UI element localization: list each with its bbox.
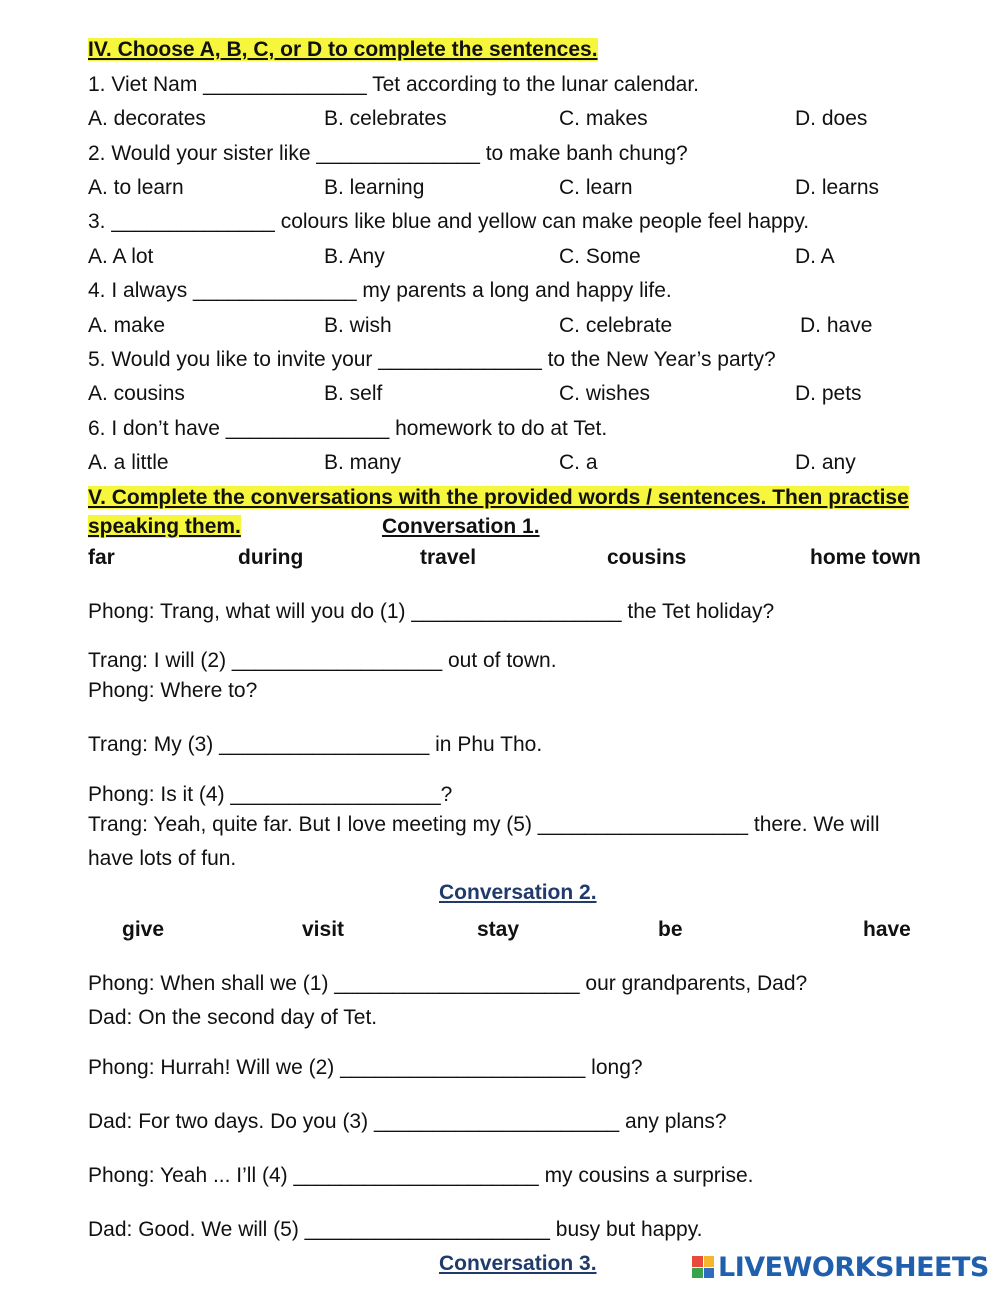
logo-icon [692, 1256, 714, 1278]
word-bank-1-item: cousins [607, 546, 687, 569]
conv1-line-1: Phong: Trang, what will you do (1) __________________ the Tet holiday? [88, 600, 775, 623]
conversation-2-title: Conversation 2. [439, 881, 597, 904]
word-bank-1-item: travel [420, 546, 477, 569]
option-4d[interactable]: D. have [800, 314, 873, 337]
option-6c[interactable]: C. a [559, 451, 598, 474]
conversation-1-title: Conversation 1. [382, 515, 540, 538]
section-5-title-line1: V. Complete the conversations with the provided words / sentences. Then practise [88, 486, 909, 509]
question-6: 6. I don’t have ______________ homework to do at Tet. [88, 417, 608, 440]
word-bank-2-item: give [122, 918, 165, 941]
word-bank-1-item: home town [810, 546, 921, 569]
word-bank-2-item: be [658, 918, 683, 941]
option-5d[interactable]: D. pets [795, 382, 862, 405]
option-1d[interactable]: D. does [795, 107, 868, 130]
option-5c[interactable]: C. wishes [559, 382, 651, 405]
conversation-3-title: Conversation 3. [439, 1252, 597, 1275]
liveworksheets-logo [692, 1252, 989, 1282]
logo-text: LIVEWORKSHEETS [718, 1251, 989, 1283]
word-bank-1-item: during [238, 546, 304, 569]
question-5: 5. Would you like to invite your ______________ to the New Year’s party? [88, 348, 776, 371]
option-6b[interactable]: B. many [324, 451, 402, 474]
word-bank-2-item: have [863, 918, 911, 941]
option-1a[interactable]: A. decorates [88, 107, 206, 130]
section-4-title: IV. Choose A, B, C, or D to complete the sentences. [88, 38, 598, 61]
conv2-line-6: Dad: Good. We will (5) _____________________ busy but happy. [88, 1218, 703, 1241]
option-5b[interactable]: B. self [324, 382, 383, 405]
conv1-line-7: have lots of fun. [88, 847, 237, 870]
conv2-line-2: Dad: On the second day of Tet. [88, 1006, 378, 1029]
question-4: 4. I always ______________ my parents a long and happy life. [88, 279, 672, 302]
option-1c[interactable]: C. makes [559, 107, 648, 130]
conv1-line-3: Phong: Where to? [88, 679, 258, 702]
section-5-title-line2: speaking them. [88, 515, 241, 538]
option-3a[interactable]: A. A lot [88, 245, 154, 268]
word-bank-1-item: far [88, 546, 115, 569]
option-2b[interactable]: B. learning [324, 176, 425, 199]
option-2c[interactable]: C. learn [559, 176, 633, 199]
option-2a[interactable]: A. to learn [88, 176, 184, 199]
option-1b[interactable]: B. celebrates [324, 107, 447, 130]
conv1-line-4: Trang: My (3) __________________ in Phu Tho. [88, 733, 543, 756]
question-2: 2. Would your sister like ______________ to make banh chung? [88, 142, 688, 165]
option-5a[interactable]: A. cousins [88, 382, 185, 405]
conv1-line-5: Phong: Is it (4) __________________? [88, 783, 453, 806]
option-4c[interactable]: C. celebrate [559, 314, 673, 337]
option-2d[interactable]: D. learns [795, 176, 880, 199]
word-bank-2-item: stay [477, 918, 520, 941]
conv1-line-2: Trang: I will (2) __________________ out of town. [88, 649, 557, 672]
option-3d[interactable]: D. A [795, 245, 835, 268]
option-6d[interactable]: D. any [795, 451, 856, 474]
question-3: 3. ______________ colours like blue and yellow can make people feel happy. [88, 210, 810, 233]
conv1-line-6: Trang: Yeah, quite far. But I love meeting my (5) __________________ there. We will [88, 813, 880, 836]
option-3c[interactable]: C. Some [559, 245, 641, 268]
conv2-line-5: Phong: Yeah ... I’ll (4) _____________________ my cousins a surprise. [88, 1164, 754, 1187]
option-6a[interactable]: A. a little [88, 451, 169, 474]
option-3b[interactable]: B. Any [324, 245, 385, 268]
question-1: 1. Viet Nam ______________ Tet according to the lunar calendar. [88, 73, 699, 96]
option-4b[interactable]: B. wish [324, 314, 392, 337]
conv2-line-1: Phong: When shall we (1) _____________________ our grandparents, Dad? [88, 972, 808, 995]
option-4a[interactable]: A. make [88, 314, 166, 337]
conv2-line-4: Dad: For two days. Do you (3) _____________________ any plans? [88, 1110, 727, 1133]
conv2-line-3: Phong: Hurrah! Will we (2) _____________________ long? [88, 1056, 643, 1079]
word-bank-2-item: visit [302, 918, 345, 941]
